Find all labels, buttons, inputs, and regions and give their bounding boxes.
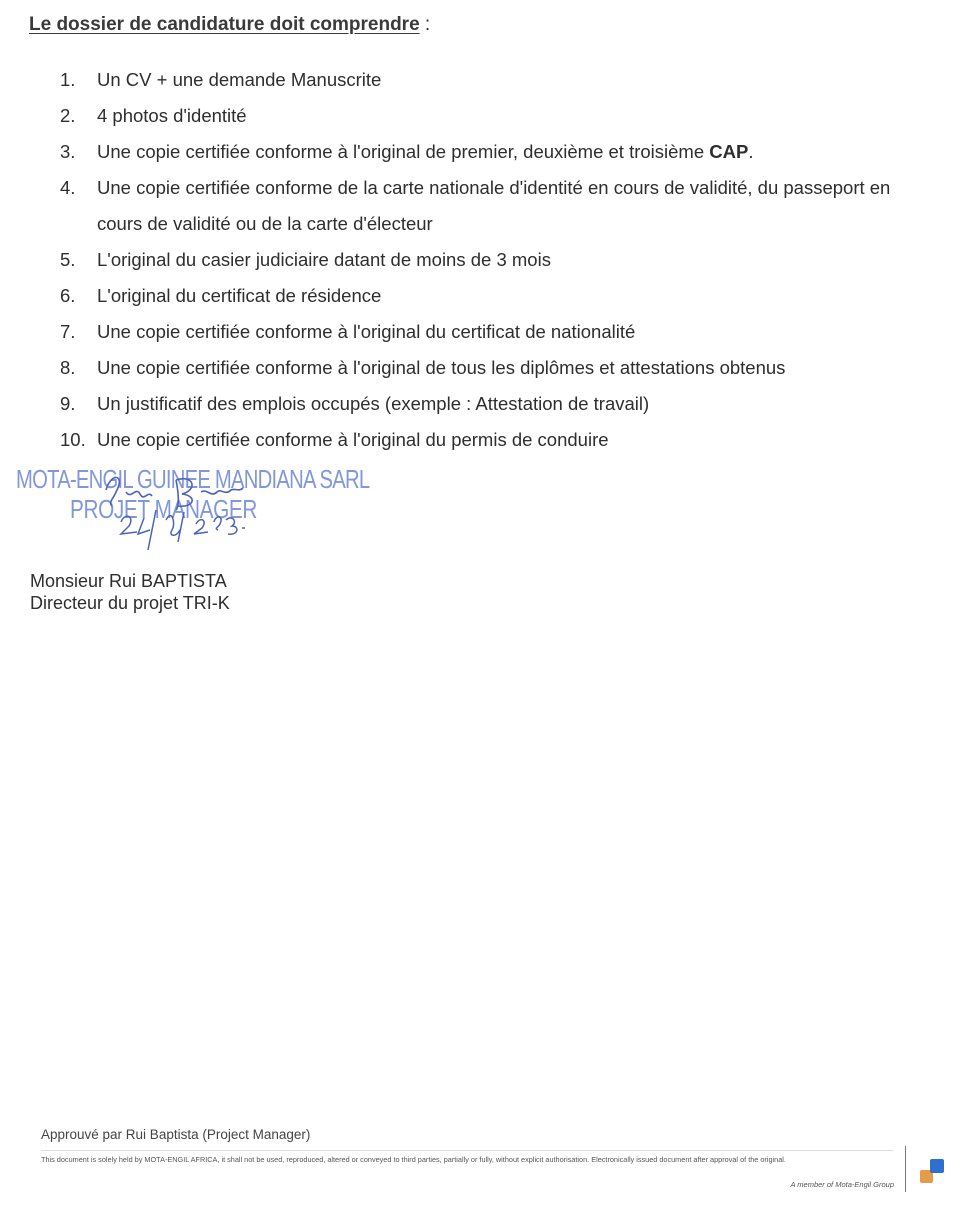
item-text: 4 photos d'identité [97, 105, 247, 126]
footer-divider [41, 1150, 893, 1151]
stamp-role: PROJET MANAGER [70, 494, 258, 524]
signer-name: Monsieur Rui BAPTISTA [30, 571, 227, 591]
item-number: 1. [60, 69, 76, 90]
item-number: 7. [60, 321, 76, 342]
item-number: 8. [60, 357, 76, 378]
item-text: Un justificatif des emplois occupés (exemple : Attestation de travail) [97, 393, 650, 414]
list-item [60, 62, 920, 98]
item-punct: . [748, 141, 754, 162]
list-item [60, 386, 920, 422]
item-text: Un CV + une demande Manuscrite [97, 69, 382, 90]
item-number: 10. [60, 429, 86, 450]
requirements-list [60, 62, 920, 458]
list-item [60, 422, 920, 458]
list-item [60, 170, 920, 242]
section-title [29, 14, 430, 36]
list-item [60, 278, 920, 314]
approval-note: Approuvé par Rui Baptista (Project Manager) [41, 1127, 311, 1142]
logo-blue-square [930, 1159, 944, 1173]
item-text: Une copie certifiée conforme à l'original du certificat de nationalité [97, 321, 636, 342]
signature-icon [86, 462, 326, 572]
title-suffix: : [419, 14, 431, 35]
footer-disclaimer: This document is solely held by MOTA-ENGIL AFRICA, it shall not be used, reproduced, altered or conveyed to third parties, partially or fully, without explicit authorisation. Electronically issued document after approval of the original. [41, 1155, 786, 1164]
stamp-company: MOTA-ENGIL GUINEE MANDIANA SARL [16, 464, 370, 494]
item-text: L'original du certificat de résidence [97, 285, 382, 306]
footer-vertical-divider [905, 1146, 906, 1192]
item-number: 3. [60, 141, 76, 162]
item-number: 6. [60, 285, 76, 306]
list-item [60, 314, 920, 350]
item-number: 9. [60, 393, 76, 414]
item-text: Une copie certifiée conforme de la carte nationale d'identité en cours de validité, du passeport en cours de validité ou de la carte d'électeur [97, 177, 891, 234]
item-number: 2. [60, 105, 76, 126]
list-item [60, 350, 920, 386]
item-text: Une copie certifiée conforme à l'original du permis de conduire [97, 429, 609, 450]
group-membership: A member of Mota-Engil Group [790, 1180, 894, 1189]
item-text: L'original du casier judiciaire datant de moins de 3 mois [97, 249, 551, 270]
item-text: Une copie certifiée conforme à l'original de tous les diplômes et attestations obtenus [97, 357, 786, 378]
list-item [60, 242, 920, 278]
item-bold: CAP [709, 141, 749, 162]
title-text: Le dossier de candidature doit comprendre [29, 14, 420, 35]
item-text: Une copie certifiée conforme à l'original de premier, deuxième et troisième [97, 141, 710, 162]
signer-block [30, 570, 230, 614]
signer-role: Directeur du projet TRI-K [30, 593, 230, 613]
item-number: 4. [60, 177, 76, 198]
list-item [60, 98, 920, 134]
company-stamp [16, 462, 370, 572]
list-item [60, 134, 920, 170]
item-number: 5. [60, 249, 76, 270]
